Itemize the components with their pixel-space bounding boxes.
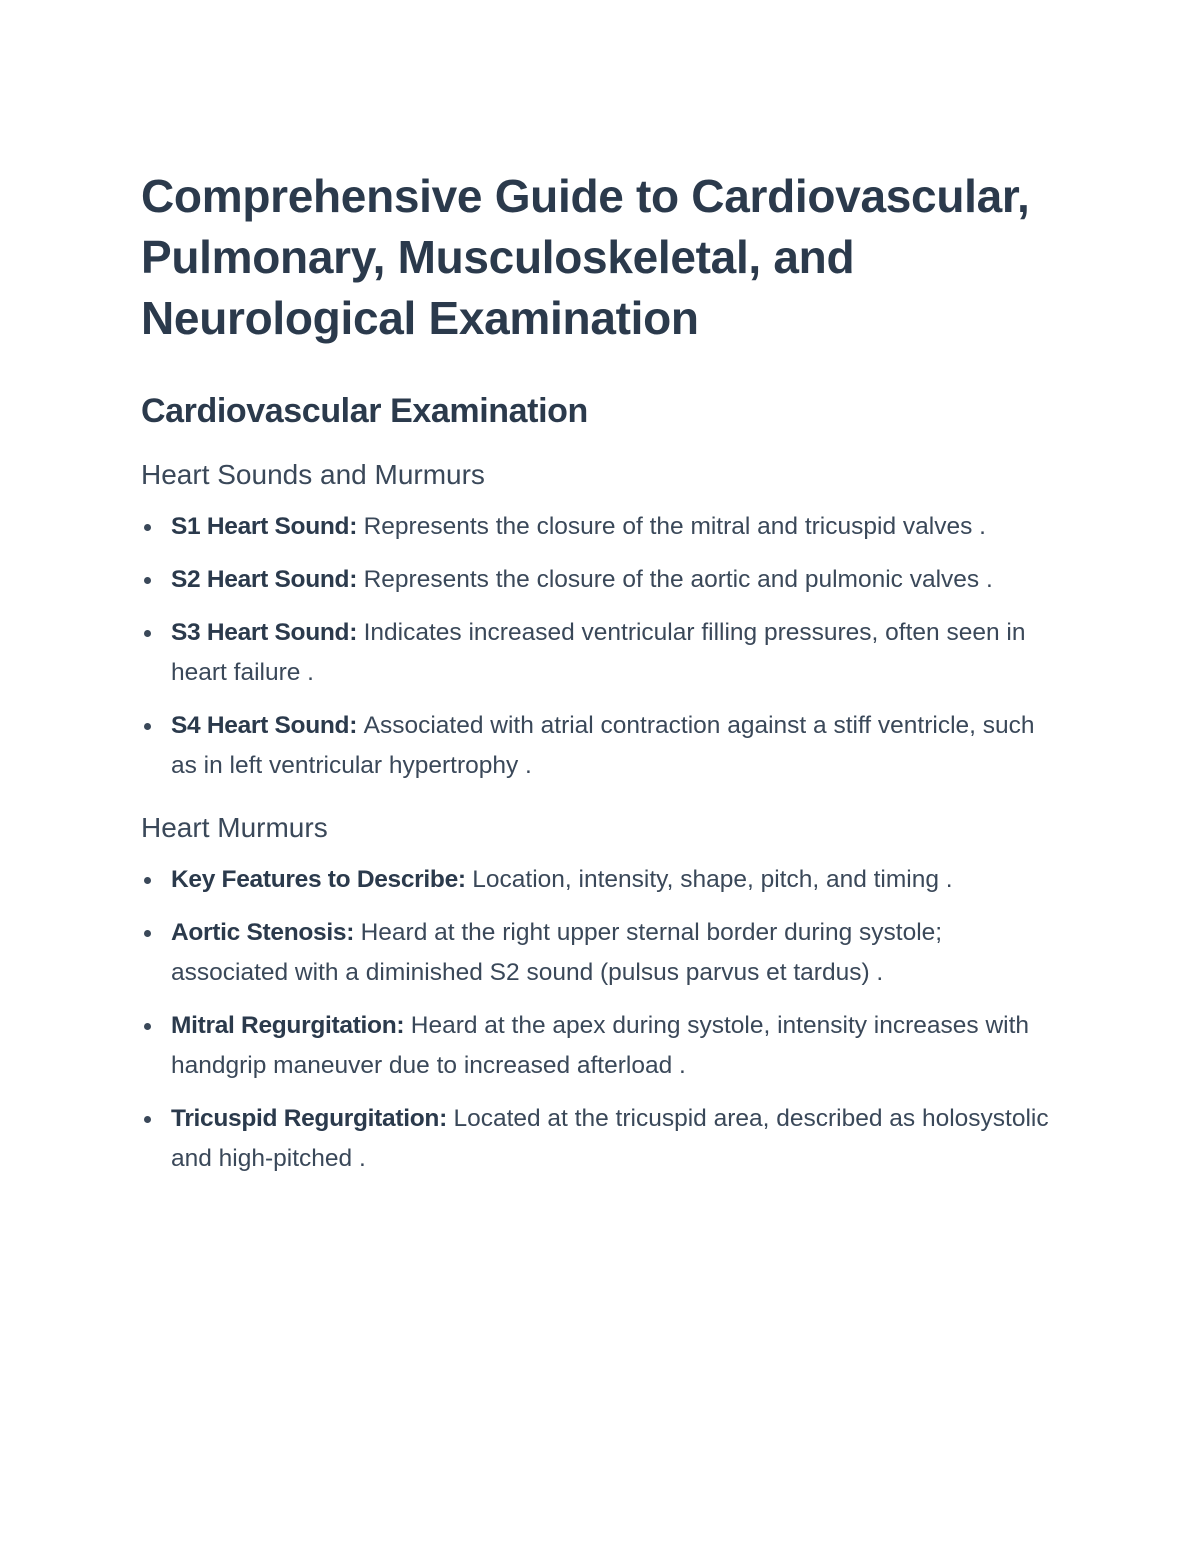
section-title-cardiovascular: Cardiovascular Examination bbox=[141, 392, 588, 430]
list-item-text: Heard at the right upper sternal border during systole; associated with a diminished S2 sound (pulsus parvus et tardus) . bbox=[171, 919, 943, 986]
list-item-term: S2 Heart Sound bbox=[171, 566, 350, 593]
list-item-separator: : bbox=[349, 712, 364, 739]
list-item-separator: : bbox=[346, 919, 361, 946]
list-item-text: Associated with atrial contraction against a stiff ventricle, such as in left ventricular hypertrophy . bbox=[171, 712, 1035, 779]
list-item-text: Indicates increased ventricular filling pressures, often seen in heart failure . bbox=[171, 619, 1026, 686]
heart-sounds-list bbox=[141, 507, 1061, 786]
list-item-term: Aortic Stenosis bbox=[171, 919, 347, 946]
list-item bbox=[141, 1099, 1061, 1179]
list-item bbox=[141, 913, 1061, 993]
list-item-separator: : bbox=[439, 1105, 454, 1132]
list-item-text: Location, intensity, shape, pitch, and timing . bbox=[472, 866, 953, 893]
bullet-icon bbox=[144, 630, 151, 637]
list-item-term: Tricuspid Regurgitation bbox=[171, 1105, 440, 1132]
list-item-text: Represents the closure of the aortic and pulmonic valves . bbox=[363, 566, 993, 593]
list-item bbox=[141, 706, 1061, 786]
list-item-term: S1 Heart Sound bbox=[171, 513, 350, 540]
list-item-separator: : bbox=[349, 513, 364, 540]
bullet-icon bbox=[144, 1116, 151, 1123]
list-item bbox=[141, 1006, 1061, 1086]
list-item bbox=[141, 860, 1061, 900]
list-item-separator: : bbox=[349, 619, 364, 646]
subsection-title-heart-sounds: Heart Sounds and Murmurs bbox=[141, 459, 485, 490]
list-item-separator: : bbox=[457, 866, 473, 893]
subsection-title-heart-murmurs: Heart Murmurs bbox=[141, 812, 328, 843]
list-item-term: Key Features to Describe bbox=[171, 866, 458, 893]
list-item-term: S4 Heart Sound bbox=[171, 712, 350, 739]
bullet-icon bbox=[144, 877, 151, 884]
bullet-icon bbox=[144, 723, 151, 730]
list-item-text: Represents the closure of the mitral and tricuspid valves . bbox=[363, 513, 986, 540]
bullet-icon bbox=[144, 1023, 151, 1030]
list-item-term: S3 Heart Sound bbox=[171, 619, 350, 646]
list-item bbox=[141, 613, 1061, 693]
list-item-separator: : bbox=[396, 1012, 411, 1039]
list-item-term: Mitral Regurgitation bbox=[171, 1012, 397, 1039]
list-item-text: Located at the tricuspid area, described as holosystolic and high-pitched . bbox=[171, 1105, 1049, 1172]
document-page bbox=[141, 166, 1061, 1192]
list-item bbox=[141, 507, 1061, 547]
list-item bbox=[141, 560, 1061, 600]
list-item-separator: : bbox=[349, 566, 364, 593]
bullet-icon bbox=[144, 930, 151, 937]
bullet-icon bbox=[144, 524, 151, 531]
list-item-text: Heard at the apex during systole, intensity increases with handgrip maneuver due to increased afterload . bbox=[171, 1012, 1030, 1079]
document-title: Comprehensive Guide to Cardiovascular, Pulmonary, Musculoskeletal, and Neurological Examination bbox=[141, 170, 1030, 344]
heart-murmurs-list bbox=[141, 860, 1061, 1179]
bullet-icon bbox=[144, 577, 151, 584]
